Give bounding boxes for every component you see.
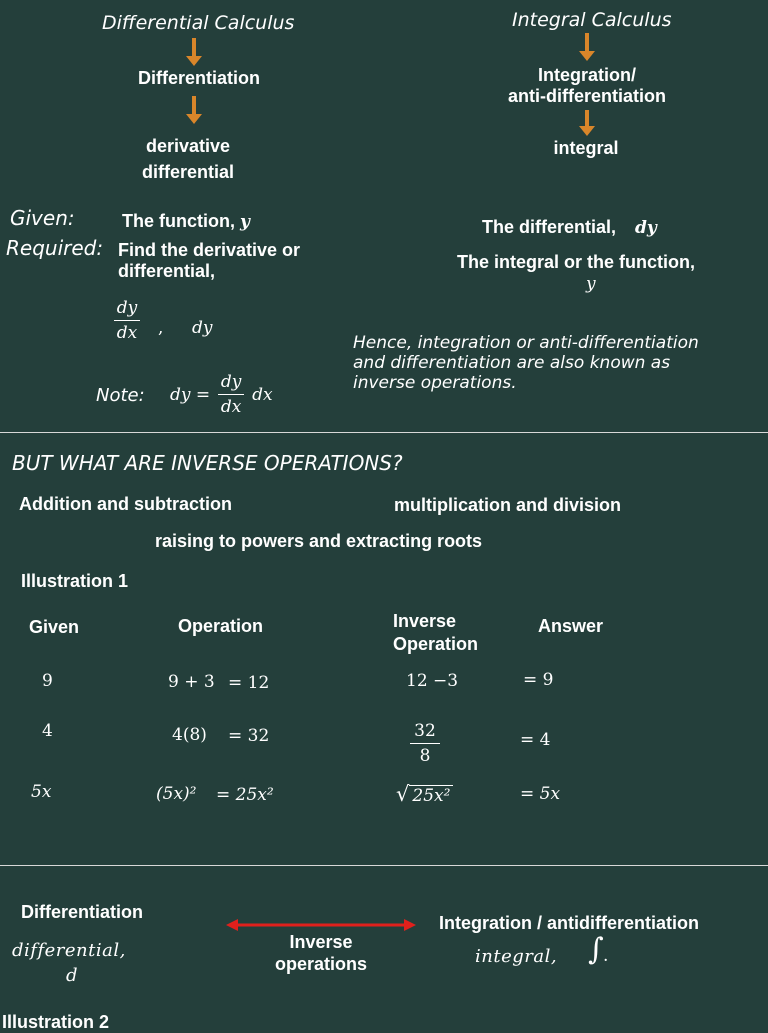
pair-multiplication: multiplication and division <box>394 495 622 515</box>
inverse-heading: BUT WHAT ARE INVERSE OPERATIONS? <box>12 451 403 475</box>
row3-answer: = 5x <box>520 784 561 804</box>
given-right-text: The differential, dy <box>482 217 657 238</box>
illustration-2-label: Illustration 2 <box>2 1012 110 1032</box>
row2-answer: = 4 <box>520 730 551 750</box>
row1-op-lhs: 9 + 3 <box>168 672 215 692</box>
arrow-down-icon <box>585 110 589 128</box>
dy-differential: dy <box>192 318 213 338</box>
integral-dot: . <box>603 946 609 966</box>
differentiation-label: Differentiation <box>138 68 261 88</box>
pair-powers: raising to powers and extracting roots <box>155 531 483 551</box>
required-left-line2: differential, <box>118 261 216 281</box>
header-inverse-line1: Inverse <box>393 611 457 631</box>
integral-calculus-label: Integral Calculus <box>512 9 672 31</box>
row3-op-lhs: (5x)² <box>156 784 197 804</box>
bottom-inverse-line1: Inverse <box>289 932 353 952</box>
derivative-label: derivative <box>145 136 231 156</box>
bottom-inverse-line2: operations <box>274 954 367 974</box>
row1-given: 9 <box>42 671 53 691</box>
arrow-down-icon <box>192 96 196 116</box>
double-arrow-icon <box>226 917 416 933</box>
header-operation: Operation <box>178 616 264 636</box>
bottom-integration: Integration / antidifferentiation <box>439 913 699 933</box>
bottom-differentiation: Differentiation <box>21 902 144 922</box>
arrow-down-icon <box>192 38 196 58</box>
header-given: Given <box>29 617 80 637</box>
hence-note: Hence, integration or anti-differentiation and differentiation are also known as inverse operations. <box>353 333 699 393</box>
integral-symbol: ∫ <box>588 932 604 967</box>
integration-label-line2: anti-differentiation <box>508 86 666 106</box>
integral-label: integral <box>553 138 619 158</box>
row3-inverse-sqrt: √ 25x² <box>396 782 453 806</box>
bottom-differential-word: differential, <box>12 940 126 961</box>
row2-inverse-fraction: $\frac{32}{8}$ <box>410 721 440 766</box>
note-equation: dy = $\frac{dy}{dx}$ dx <box>170 372 273 417</box>
row2-op-lhs: 4(8) <box>172 725 207 745</box>
row1-op-rhs: = 12 <box>228 673 270 693</box>
integration-label-line1: Integration/ <box>538 65 636 85</box>
row3-op-rhs: = 25x² <box>216 785 274 805</box>
given-left-text: The function, y <box>122 211 250 232</box>
bottom-d: d <box>66 965 78 986</box>
row2-op-rhs: = 32 <box>228 726 270 746</box>
required-left-line1: Find the derivative or <box>118 240 301 260</box>
differential-label: differential <box>141 162 234 182</box>
row1-answer: = 9 <box>523 670 554 690</box>
required-label: Required: <box>6 236 104 260</box>
given-label: Given: <box>10 206 75 230</box>
comma: , <box>158 318 164 338</box>
note-label: Note: <box>96 385 145 406</box>
required-right-var: y <box>586 274 596 294</box>
illustration-1-label: Illustration 1 <box>21 571 129 591</box>
arrow-down-icon <box>585 33 589 53</box>
pair-addition: Addition and subtraction <box>19 494 232 514</box>
header-answer: Answer <box>538 616 604 636</box>
differential-calculus-label: Differential Calculus <box>102 12 295 34</box>
required-right-text: The integral or the function, <box>457 252 695 272</box>
bottom-integral-word: integral, <box>475 946 558 967</box>
divider-2 <box>0 865 768 866</box>
row2-given: 4 <box>42 721 53 741</box>
header-inverse-line2: Operation <box>393 634 479 654</box>
row1-inverse: 12 −3 <box>406 671 459 691</box>
dy-dx-fraction: $\frac{dy}{dx}$ <box>114 298 140 343</box>
row3-given: 5x <box>31 782 52 802</box>
divider-1 <box>0 432 768 433</box>
